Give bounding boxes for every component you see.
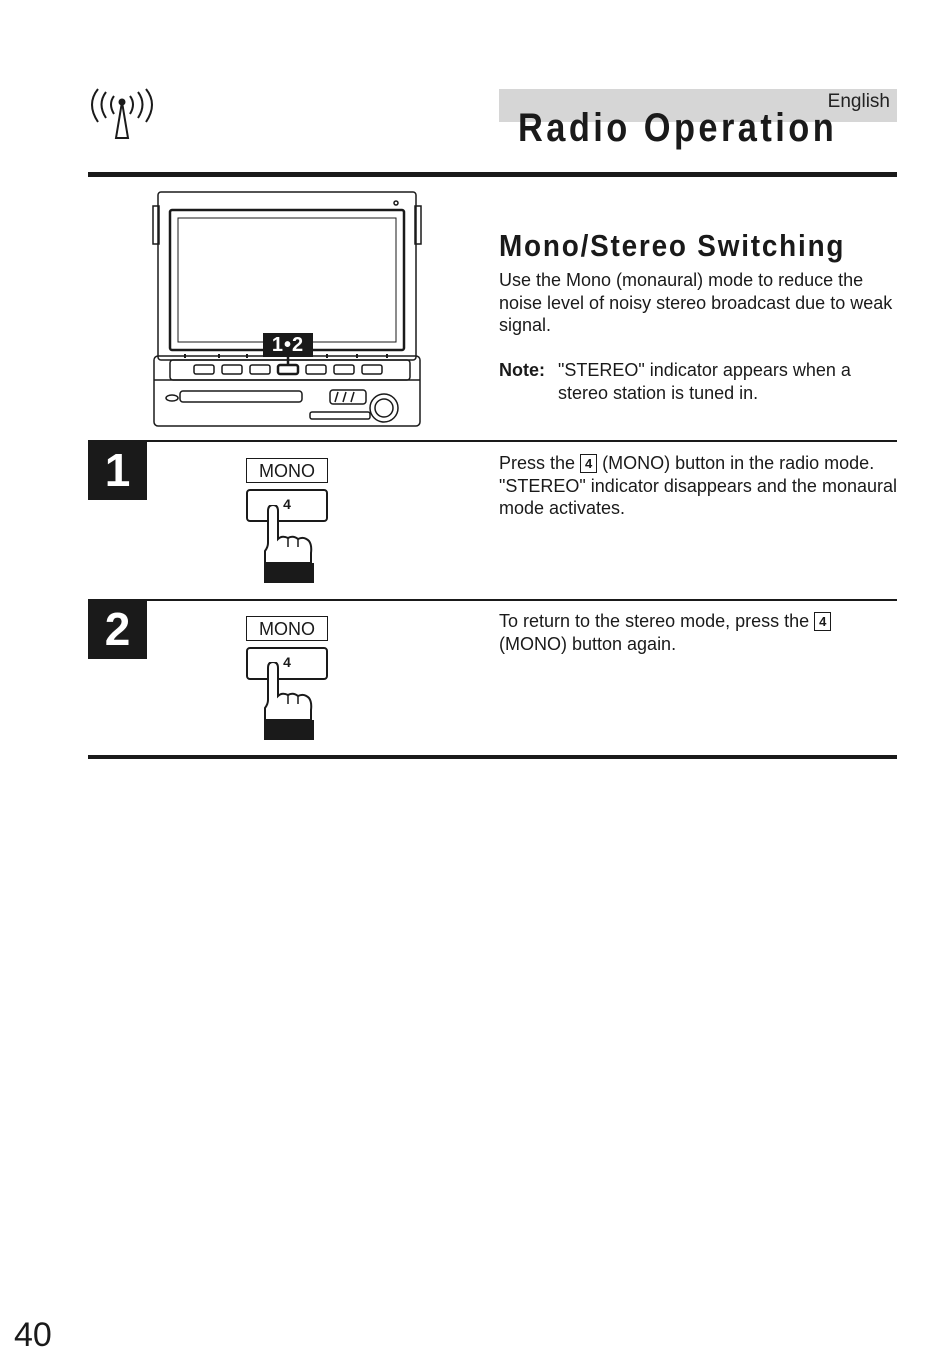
step-2-text-after: (MONO) button again.	[499, 633, 677, 654]
step-2-pressing-hand-icon	[262, 662, 316, 742]
step-1-text	[499, 452, 897, 520]
step-2-inline-key: 4	[814, 612, 831, 631]
step-2-rule	[88, 599, 897, 601]
step-2-text	[499, 610, 897, 655]
header-rule	[88, 172, 897, 177]
step-2-mono-label: MONO	[246, 616, 328, 641]
step-1-number: 1	[88, 441, 147, 500]
page-title: Radio Operation	[518, 106, 838, 150]
step-1-mono-label: MONO	[246, 458, 328, 483]
step-1-text-before: Press the	[499, 453, 576, 473]
note-label: Note:	[499, 360, 545, 380]
step-2-text-before: To return to the stereo mode, press the	[499, 611, 810, 631]
antenna-icon	[86, 88, 158, 146]
device-callout: 1•2	[263, 333, 313, 357]
step-1-pressing-hand-icon	[262, 505, 316, 585]
step-1-rule	[88, 440, 897, 442]
step-1-inline-key: 4	[580, 454, 597, 473]
intro-text: Use the Mono (monaural) mode to reduce the noise level of noisy stereo broadcast due to weak signal.	[499, 270, 893, 335]
page-number: 40	[14, 1316, 52, 1354]
section-title: Mono/Stereo Switching	[499, 228, 846, 263]
language-label: English	[827, 91, 890, 112]
step-1-text-after: (MONO) button in the radio mode. "STEREO" indicator disappears and the monaural mode activates.	[499, 453, 897, 518]
step-2-mono-key: 4	[246, 647, 328, 680]
step-1-mono-key: 4	[246, 489, 328, 522]
step-2-number: 2	[88, 600, 147, 659]
note-text: "STEREO" indicator appears when a stereo station is tuned in.	[558, 360, 851, 403]
head-unit-illustration	[150, 190, 425, 430]
section-end-rule	[88, 755, 897, 759]
